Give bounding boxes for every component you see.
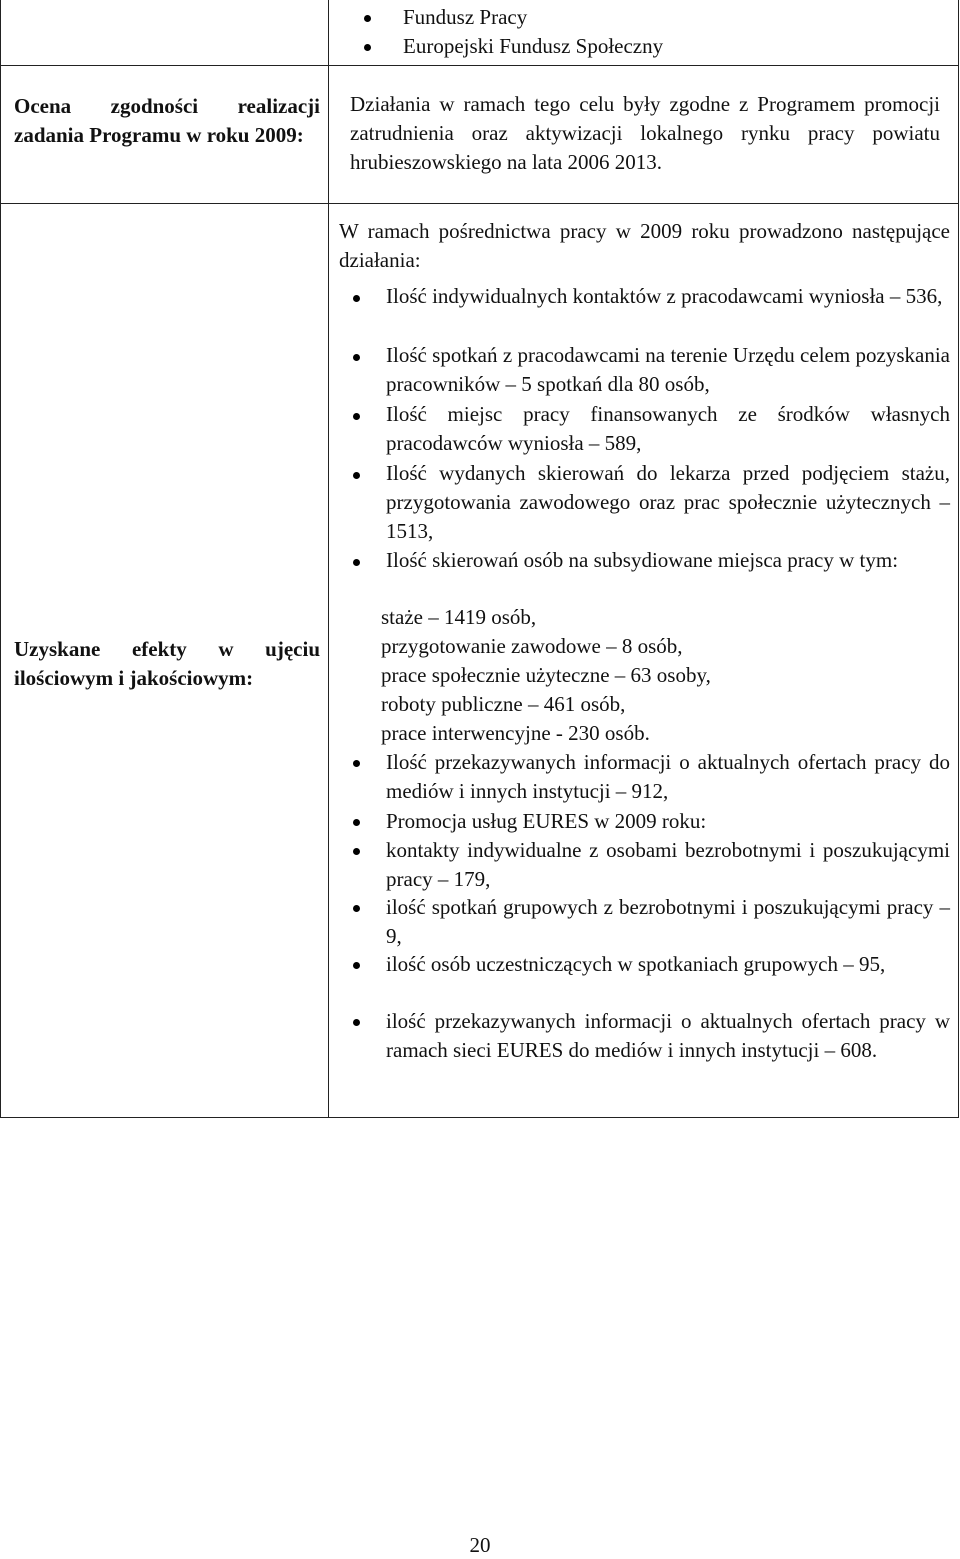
- subsidy-item: przygotowanie zawodowe – 8 osób,: [381, 634, 683, 658]
- bullet-icon: [353, 760, 360, 767]
- row-divider-1: [0, 65, 959, 66]
- page-number: 20: [469, 1533, 491, 1557]
- subsidy-item: staże – 1419 osób,: [381, 605, 537, 629]
- eures-item: ilość osób uczestniczących w spotkaniach grupowych – 95,: [386, 952, 886, 976]
- eures-item: ilość spotkań grupowych z bezrobotnymi i poszukującymi pracy – 9,: [386, 895, 950, 948]
- bullet-icon: [353, 1019, 360, 1026]
- bullet-icon: [353, 295, 360, 302]
- bullet-icon: [364, 15, 371, 22]
- subsidy-item: prace społecznie użyteczne – 63 osoby,: [381, 663, 711, 687]
- bullet-icon: [353, 472, 360, 479]
- effect-item: Ilość wydanych skierowań do lekarza przed podjęciem stażu, przygotowania zawodowego oraz prac społecznie użytecznych – 1513,: [386, 461, 950, 543]
- effect-item: Ilość miejsc pracy finansowanych ze środków własnych pracodawców wyniosła – 589,: [386, 402, 950, 455]
- bullet-icon: [353, 962, 360, 969]
- bullet-icon: [353, 413, 360, 420]
- effects-intro: W ramach pośrednictwa pracy w 2009 roku prowadzono następujące działania:: [339, 219, 950, 272]
- bullet-icon: [353, 559, 360, 566]
- eures-item: ilość przekazywanych informacji o aktualnych ofertach pracy w ramach sieci EURES do mediów i innych instytucji – 608.: [386, 1009, 950, 1062]
- bullet-icon: [353, 848, 360, 855]
- bullet-icon: [353, 905, 360, 912]
- column-divider: [328, 0, 329, 1118]
- effect-item: Ilość indywidualnych kontaktów z pracodawcami wyniosła – 536,: [386, 284, 943, 308]
- effect-item: Ilość przekazywanych informacji o aktualnych ofertach pracy do mediów i innych instytucji – 912,: [386, 750, 950, 803]
- row-label-compliance: Ocena zgodności realizacji zadania Programu w roku 2009:: [14, 94, 320, 147]
- compliance-text: Działania w ramach tego celu były zgodne z Programem promocji zatrudnienia oraz aktywizacji lokalnego rynku pracy powiatu hrubieszowskiego na lata 2006 2013.: [350, 92, 940, 174]
- bullet-icon: [353, 354, 360, 361]
- funding-source: Fundusz Pracy: [403, 5, 528, 29]
- effect-item: Ilość spotkań z pracodawcami na terenie Urzędu celem pozyskania pracowników – 5 spotkań dla 80 osób,: [386, 343, 950, 396]
- row-divider-2: [0, 203, 959, 204]
- subsidy-item: roboty publiczne – 461 osób,: [381, 692, 626, 716]
- effect-item: Ilość skierowań osób na subsydiowane miejsca pracy w tym:: [386, 548, 899, 572]
- subsidy-item: prace interwencyjne - 230 osób.: [381, 721, 650, 745]
- bullet-icon: [364, 44, 371, 51]
- eures-item: kontakty indywidualne z osobami bezrobotnymi i poszukującymi pracy – 179,: [386, 838, 950, 891]
- bullet-icon: [353, 819, 360, 826]
- effect-item: Promocja usług EURES w 2009 roku:: [386, 809, 707, 833]
- funding-source: Europejski Fundusz Społeczny: [403, 34, 664, 58]
- row-label-effects: Uzyskane efekty w ujęciu ilościowym i jakościowym:: [14, 637, 320, 690]
